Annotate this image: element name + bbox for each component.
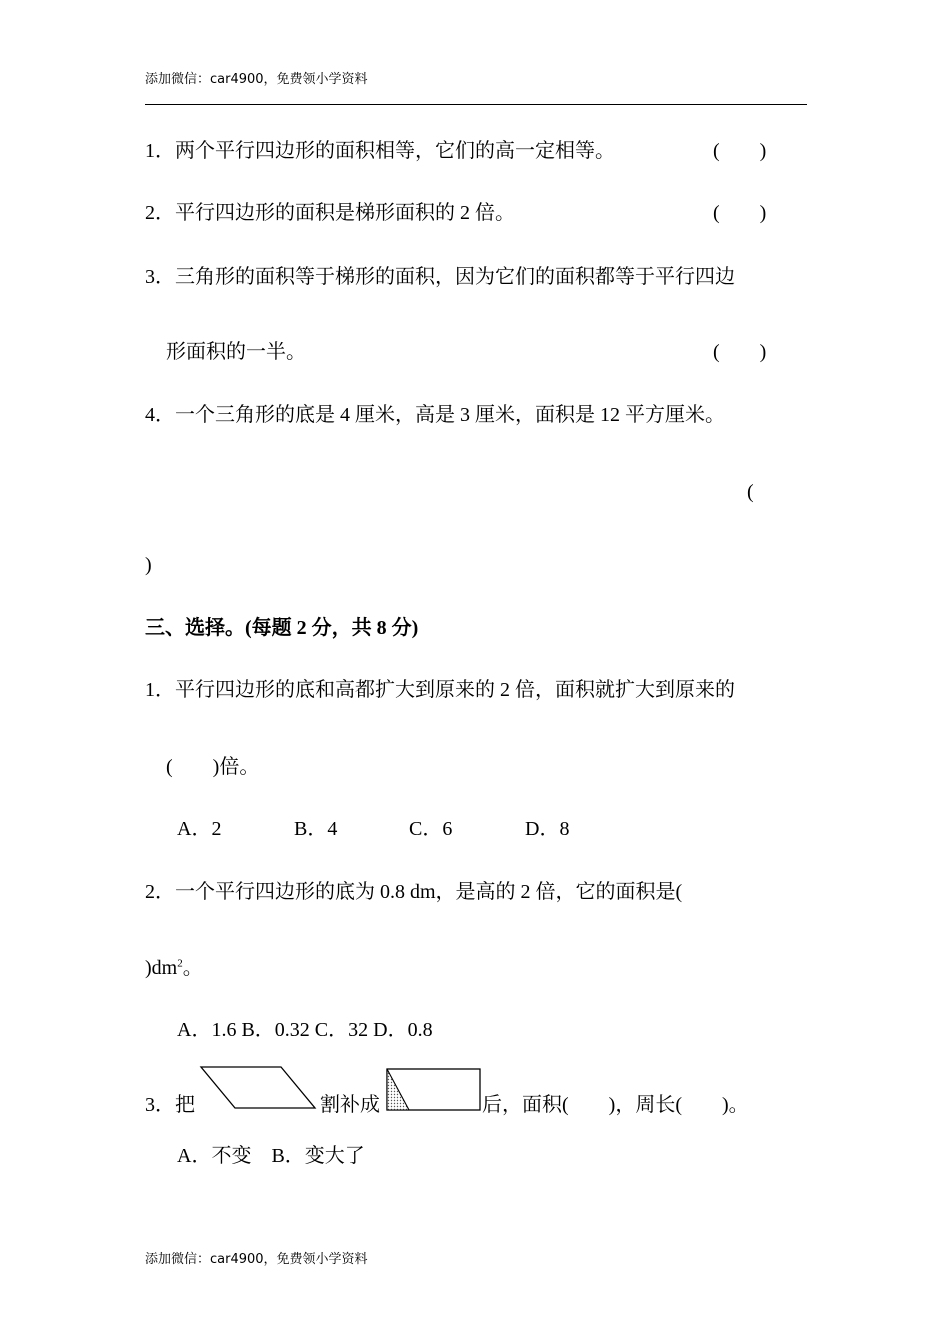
- choice-q2-cont: [145, 958, 203, 978]
- choice-q3-prefix: 3．把: [145, 1094, 195, 1116]
- header-rule: [145, 104, 807, 105]
- choice-q2-unit: )dm: [145, 957, 178, 979]
- choice-q1-option-b[interactable]: B．4: [294, 818, 338, 840]
- choice-q3-suffix: 后，面积( )，周长( )。: [482, 1094, 749, 1116]
- judge-item-3-answer[interactable]: ( ): [713, 341, 767, 363]
- choice-q1-cont: ( )倍。: [166, 756, 260, 778]
- choice-q1-option-a[interactable]: A．2: [177, 818, 222, 840]
- judge-item-4: 4．一个三角形的底是 4 厘米，高是 3 厘米，面积是 12 平方厘米。: [145, 404, 725, 426]
- judge-item-2-answer[interactable]: ( ): [713, 202, 767, 224]
- choice-q3-options[interactable]: A．不变 B．变大了: [177, 1145, 365, 1167]
- section-title: 三、选择。(每题 2 分，共 8 分): [145, 617, 419, 639]
- choice-q1-option-c[interactable]: C．6: [409, 818, 453, 840]
- choice-q1: 1．平行四边形的底和高都扩大到原来的 2 倍，面积就扩大到原来的: [145, 679, 735, 701]
- judge-item-3-cont: 形面积的一半。: [166, 341, 306, 363]
- judge-item-2: 2．平行四边形的面积是梯形面积的 2 倍。: [145, 202, 515, 224]
- page-footer: 添加微信：car4900，免费领小学资料: [145, 1252, 368, 1267]
- rectangle-figure: [384, 1066, 484, 1114]
- judge-item-4-paren-close[interactable]: ): [145, 554, 152, 576]
- judge-item-3: 3．三角形的面积等于梯形的面积，因为它们的面积都等于平行四边: [145, 266, 735, 288]
- choice-q3-middle: 割补成: [320, 1094, 380, 1116]
- choice-q2-unit-exponent: 2: [177, 957, 183, 970]
- choice-q1-option-d[interactable]: D．8: [525, 818, 570, 840]
- choice-q2-period: 。: [182, 957, 203, 979]
- judge-item-1: 1．两个平行四边形的面积相等，它们的高一定相等。: [145, 140, 615, 162]
- parallelogram-figure: [198, 1064, 320, 1112]
- judge-item-4-paren-open[interactable]: (: [747, 481, 754, 503]
- judge-item-1-answer[interactable]: ( ): [713, 140, 767, 162]
- choice-q2: 2．一个平行四边形的底为 0.8 dm，是高的 2 倍，它的面积是(: [145, 881, 683, 903]
- page-header: 添加微信：car4900，免费领小学资料: [145, 72, 368, 87]
- choice-q2-options[interactable]: A．1.6 B．0.32 C．32 D．0.8: [177, 1019, 433, 1041]
- parallelogram-shape: [201, 1067, 315, 1108]
